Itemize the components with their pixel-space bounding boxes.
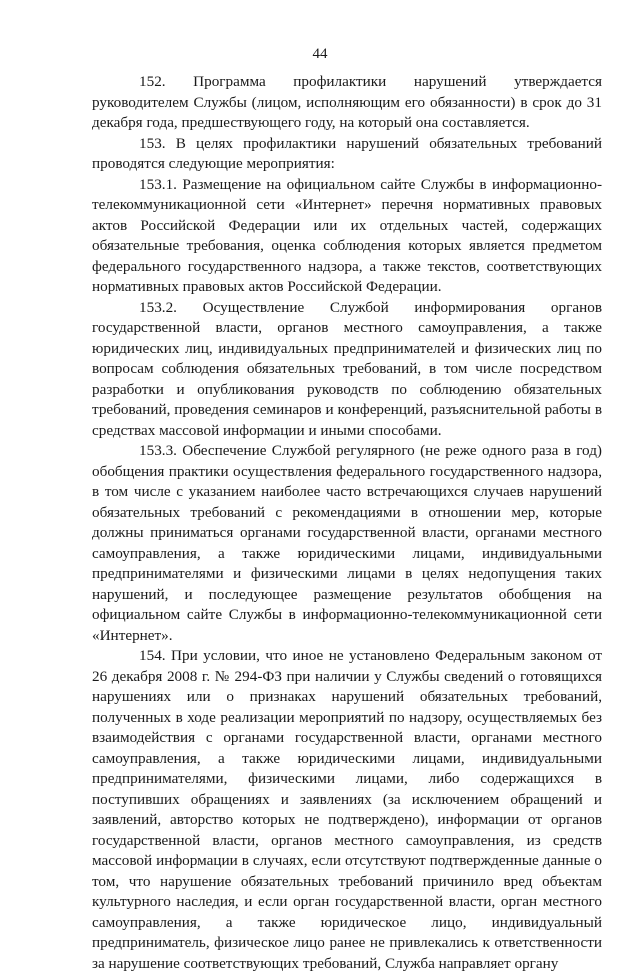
paragraph-154: 154. При условии, что иное не установлено Федеральным законом от 26 декабря 2008 г. № 294-ФЗ при наличии у Службы сведений о готовящихся нарушениях или о признаках нарушений обязательных требований, полученных в ходе реализации мероприятий по надзору, осуществляемых без взаимодействия с органами государственной власти, органами местного самоуправления, а также юридическими лицами, индивидуальными предпринимателями, физическими лицами, либо содержащихся в поступивших обращениях и заявлениях (за исключением обращений и заявлений, авторство которых не подтверждено), информации от органов государственной власти, органов местного самоуправления, из средств массовой информации в случаях, если отсутствуют подтвержденные данные о том, что нарушение обязательных требований причинило вред объектам культурного наследия, и если орган государственной власти, орган местного самоуправления, а также юридическое лицо, индивидуальный предприниматель, физическое лицо ранее не привлекались к ответственности за нарушение соответствующих требований, Служба направляет органу bbox=[92, 647, 602, 972]
paragraph-153: 153. В целях профилактики нарушений обязательных требований проводятся следующие мероприятия: bbox=[92, 134, 602, 172]
page-number: 44 bbox=[312, 46, 328, 62]
paragraph-153-3: 153.3. Обеспечение Службой регулярного (не реже одного раза в год) обобщения практики осуществления федерального государственного надзора, в том числе с указанием наиболее часто встречающихся случаев нарушений обязательных требований с рекомендациями в отношении мер, которые должны приниматься органами государственной власти, органами местного самоуправления, а также юридическими лицами, индивидуальными предпринимателями и физическими лицами в целях недопущения таких нарушений, и последующее размещение результатов обобщения на официальном сайте Службы в информационно-телекоммуникационной сети «Интернет». bbox=[92, 442, 602, 644]
paragraph-152: 152. Программа профилактики нарушений утверждается руководителем Службы (лицом, исполняющим его обязанности) в срок до 31 декабря года, предшествующего году, на который она составляется. bbox=[92, 73, 602, 131]
paragraph-153-1: 153.1. Размещение на официальном сайте Службы в информационно-телекоммуникационной сети «Интернет» перечня нормативных правовых актов Российской Федерации или их отдельных частей, содержащих обязательные требования, оценка соблюдения которых является предметом федерального государственного надзора, а также текстов, соответствующих нормативных правовых актов Российской Федерации. bbox=[92, 175, 602, 295]
paragraph-153-2: 153.2. Осуществление Службой информирования органов государственной власти, органов местного самоуправления, а также юридических лиц, индивидуальных предпринимателей и физических лиц по вопросам соблюдения обязательных требований, в том числе посредством разработки и опубликования руководств по соблюдению обязательных требований, проведения семинаров и конференций, разъяснительной работы в средствах массовой информации и иными способами. bbox=[92, 298, 602, 439]
document-body bbox=[92, 72, 602, 974]
